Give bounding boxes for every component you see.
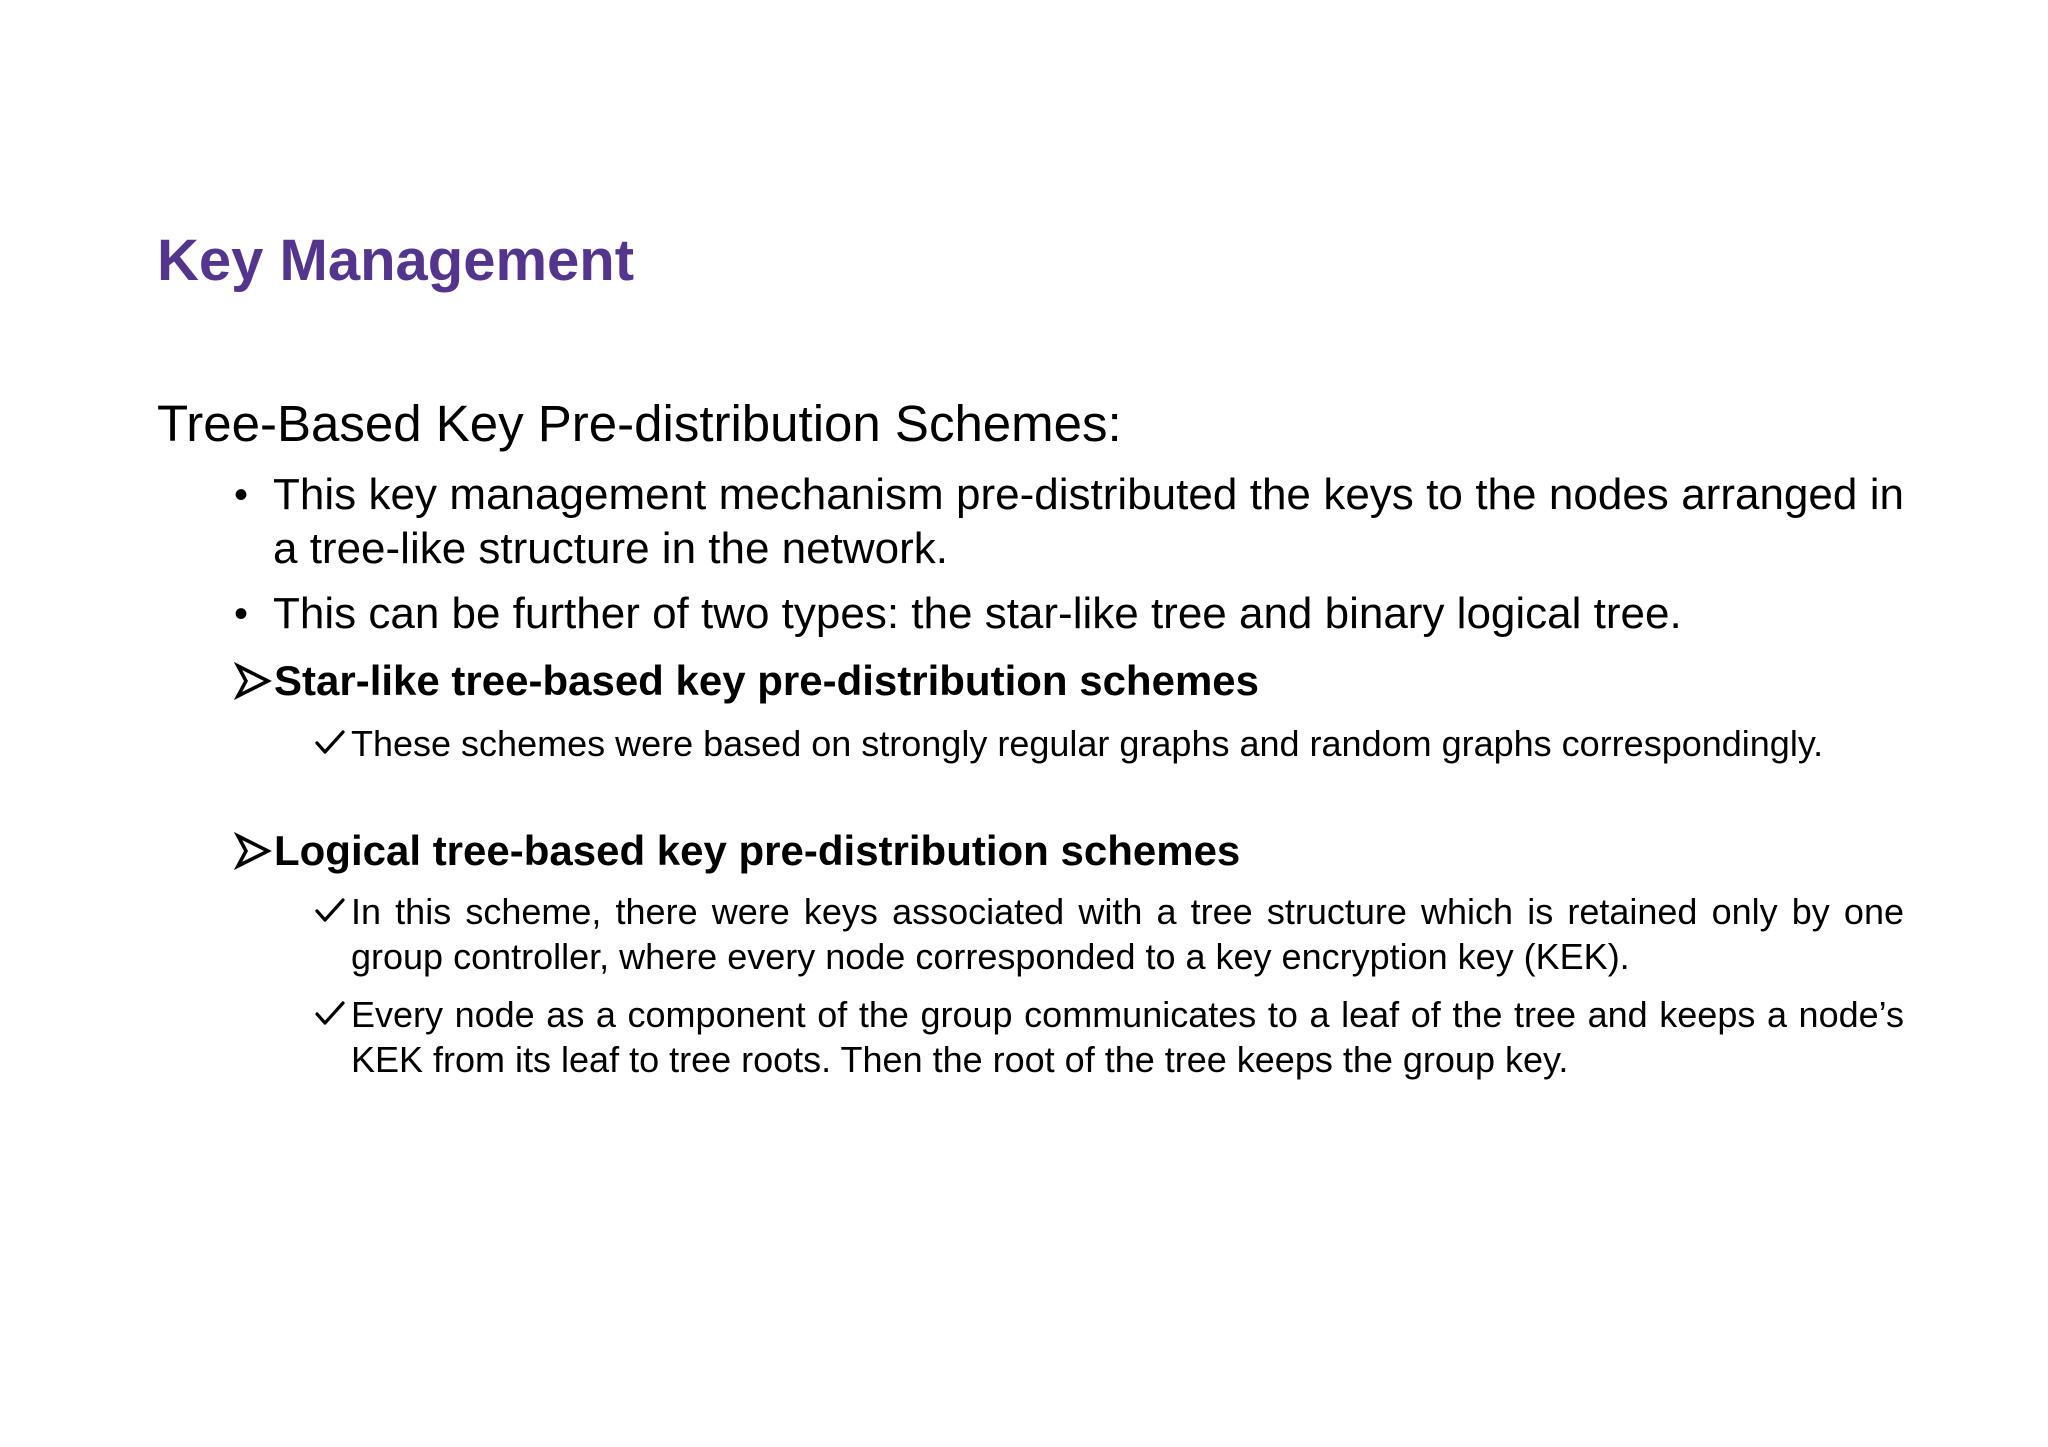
checkmark-icon: [313, 721, 347, 766]
slide-title: Key Management: [157, 228, 635, 293]
section-heading-text: Logical tree-based key pre-distribution schemes: [274, 827, 1241, 874]
arrowhead-bullet-icon: [234, 654, 274, 708]
check-item-text: Every node as a component of the group communicates to a leaf of the tree and keeps a node’s KEK from its leaf to tree roots. Then the root of the tree keeps the group key.: [351, 994, 1904, 1080]
section-heading: [234, 654, 1904, 708]
check-item: [313, 992, 1904, 1082]
bullet-text: This key management mechanism pre-distributed the keys to the nodes arranged in a tree-like structure in the network.: [273, 470, 1904, 573]
check-item: [313, 889, 1904, 979]
bullet-item: [234, 587, 1904, 641]
section-heading-text: Star-like tree-based key pre-distribution schemes: [274, 657, 1260, 704]
slide-subtitle: Tree-Based Key Pre-distribution Schemes:: [157, 395, 1122, 452]
bullet-text: This can be further of two types: the star-like tree and binary logical tree.: [273, 589, 1682, 638]
bullet-item: [234, 468, 1904, 576]
check-item-text: In this scheme, there were keys associated with a tree structure which is retained only by one group controller, where every node corresponded to a key encryption key (KEK).: [351, 891, 1904, 977]
checkmark-icon: [313, 992, 347, 1037]
check-item: [313, 721, 1904, 766]
bullet-dot-icon: •: [234, 592, 249, 636]
section-heading: [234, 824, 1904, 878]
arrowhead-bullet-icon: [234, 824, 274, 878]
bullet-dot-icon: •: [234, 473, 249, 517]
check-item-text: These schemes were based on strongly regular graphs and random graphs correspondingly.: [351, 723, 1824, 764]
checkmark-icon: [313, 889, 347, 934]
